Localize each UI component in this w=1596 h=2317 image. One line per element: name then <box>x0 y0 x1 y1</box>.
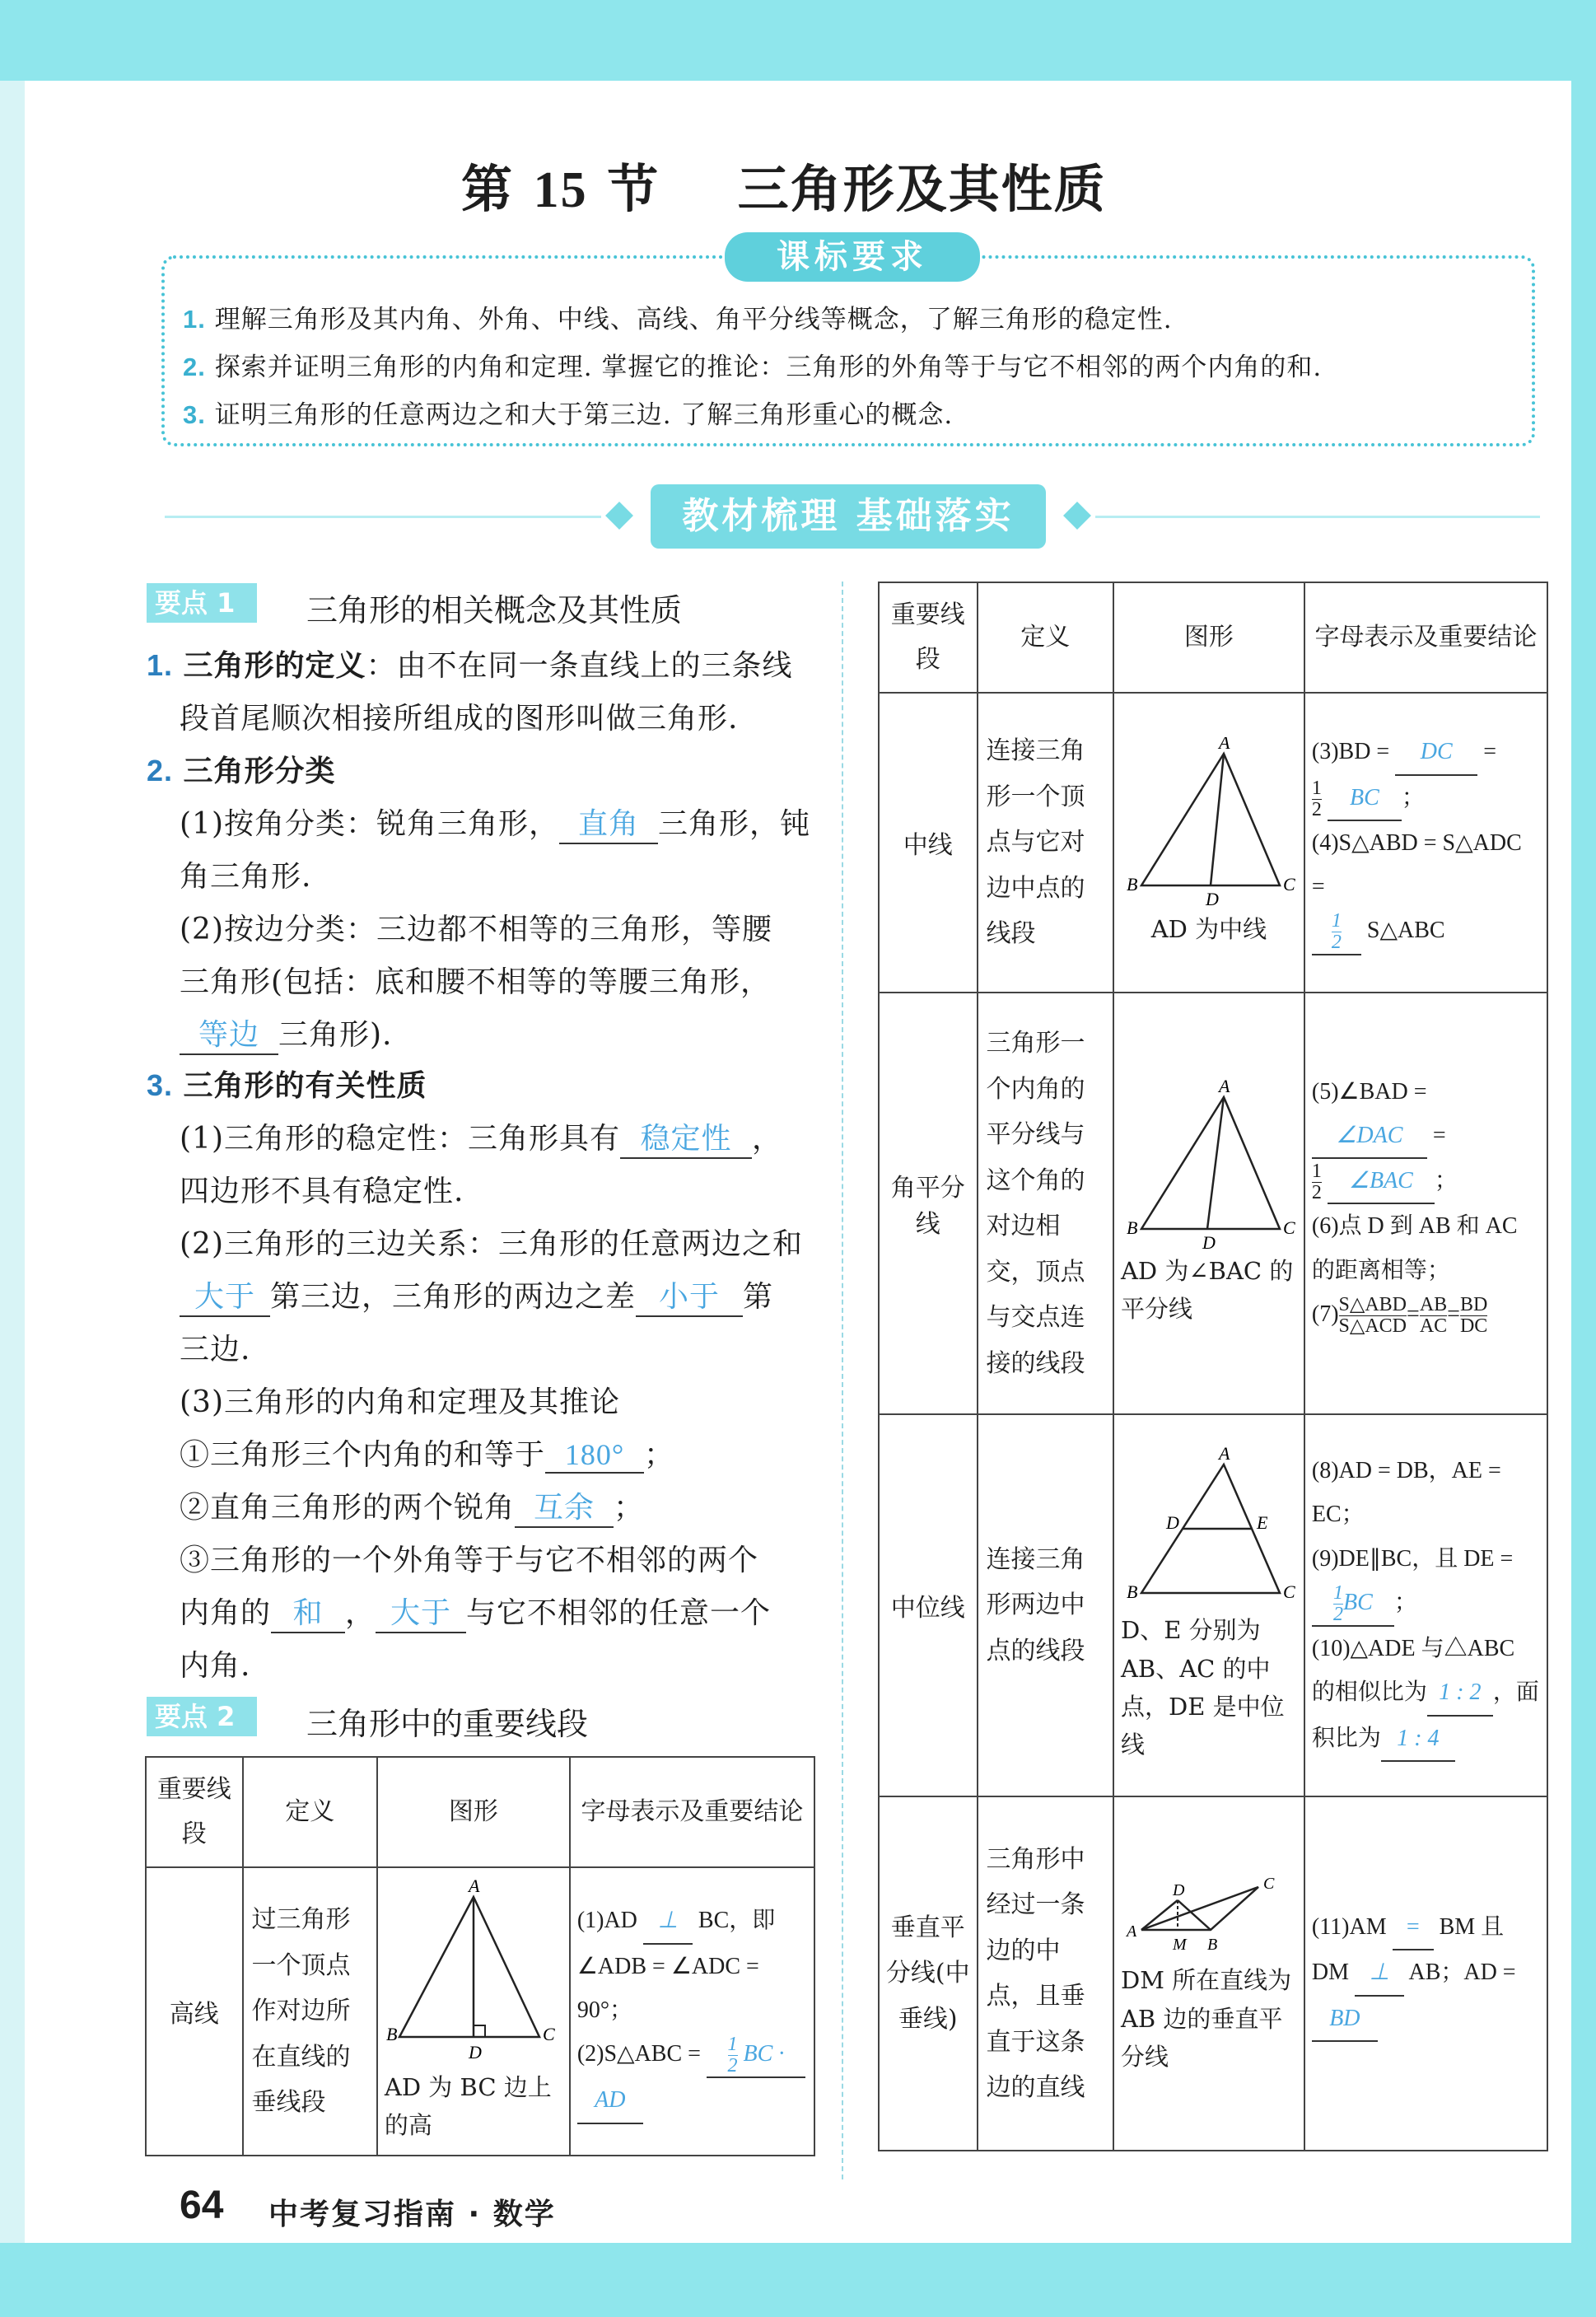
segment-ad <box>1141 1900 1178 1930</box>
triangle-abc <box>1141 1887 1258 1930</box>
keypoint-title: 三角形的相关概念及其性质 <box>306 592 683 628</box>
text: 与它不相邻的任意一个 <box>466 1596 772 1630</box>
label-d: D <box>1202 1231 1216 1252</box>
conclusion-line: (8)AD = DB，AE = EC； <box>1311 1458 1501 1528</box>
midline-figure <box>1114 1446 1304 1764</box>
answer-blank: 小于 <box>636 1273 743 1317</box>
item-number: 3. <box>147 1068 174 1102</box>
page-title <box>461 148 1202 222</box>
fraction <box>1332 911 1342 953</box>
answer-blank: ∠DAC <box>1312 1114 1427 1159</box>
label-c: C <box>1282 873 1295 895</box>
answer-blank: 等边 <box>180 1011 278 1055</box>
numerator: 1 <box>727 2033 738 2055</box>
properties-heading <box>147 1063 427 1105</box>
numerator: 1 <box>1331 910 1342 932</box>
perp-figure <box>1114 1871 1304 2076</box>
conclusion-line <box>1312 1950 1540 1996</box>
answer-text: BC · <box>743 2041 785 2067</box>
label-a: A <box>1218 736 1230 753</box>
header-figure: 图形 <box>377 1757 570 1867</box>
header-definition: 定义 <box>243 1757 377 1867</box>
text: = <box>1432 1123 1446 1149</box>
page-number: 64 <box>180 2184 224 2227</box>
text: = <box>1483 739 1497 765</box>
text: ； <box>1393 1589 1417 1615</box>
label-a: A <box>1218 1078 1230 1096</box>
label-a: A <box>1218 1446 1230 1464</box>
standard-item <box>183 394 953 431</box>
denominator: 2 <box>1311 1182 1322 1204</box>
denominator: 2 <box>1311 798 1322 820</box>
row-conclusion <box>1304 1796 1547 2151</box>
denominator: 2 <box>1332 1603 1343 1625</box>
row-definition: 三角形中经过一条边的中点，且垂直于这条边的直线 <box>978 1796 1113 2151</box>
label-c: C <box>1262 1875 1275 1894</box>
triangle-abc <box>399 1897 539 2037</box>
classification-heading <box>147 748 336 790</box>
label-b: B <box>1126 873 1138 895</box>
answer-blank: AD <box>577 2078 643 2123</box>
denominator: 2 <box>1331 932 1342 954</box>
answer-blank: ⊥ <box>1355 1950 1404 1996</box>
fraction <box>1333 1583 1343 1625</box>
figure-caption: AD 为 BC 边上的高 <box>384 2072 552 2139</box>
label-m: M <box>1172 1936 1187 1955</box>
conclusion-line <box>1312 1581 1540 1627</box>
text: ； <box>1401 784 1425 810</box>
text: 三角形，钝 <box>658 807 811 841</box>
triangle-abc <box>1141 754 1280 885</box>
answer-blank: 1 : 4 <box>1381 1717 1455 1762</box>
figure-caption: AD 为中线 <box>1150 914 1267 943</box>
row-definition: 过三角形一个顶点作对边所在直线的垂线段 <box>243 1867 377 2156</box>
item-number: 2. <box>147 754 174 787</box>
conclusion-line <box>1312 1997 1540 2042</box>
text-line: (2)按边分类：三边都不相等的三角形，等腰 <box>180 913 772 946</box>
segments-table <box>878 582 1548 2151</box>
page-frame-bottom <box>0 2243 1596 2317</box>
text: ，面积比为 <box>1311 1679 1539 1751</box>
row-name: 中位线 <box>879 1414 978 1796</box>
standard-text: 证明三角形的任意两边之和大于第三边. 了解三角形重心的概念. <box>214 400 954 430</box>
text-line: 内角. <box>180 1649 251 1683</box>
text-line <box>180 1484 644 1528</box>
text-line: (3)三角形的内角和定理及其推论 <box>180 1385 620 1419</box>
header-segment: 重要线段 <box>879 582 978 693</box>
text: 第三边，三角形的两边之差 <box>270 1280 637 1314</box>
title-section: 第 <box>461 159 515 219</box>
text: (1)按角分类：锐角三角形， <box>180 807 559 841</box>
text: ， <box>752 1122 783 1156</box>
item-heading: 三角形的定义 <box>183 649 366 683</box>
conclusion-line: (5)∠BAD = <box>1311 1078 1427 1105</box>
answer-blank: 直角 <box>559 801 658 844</box>
column-divider <box>842 582 843 2179</box>
text: (2)S△ABC = <box>576 2041 701 2067</box>
title-text: 三角形及其性质 <box>737 159 1107 219</box>
text: ， <box>345 1596 376 1630</box>
text: ①三角形三个内角的和等于 <box>180 1438 546 1472</box>
definition-line <box>147 642 793 684</box>
label-a: A <box>1126 1922 1137 1941</box>
conclusion-line <box>577 2032 807 2078</box>
header-figure: 图形 <box>1113 582 1304 693</box>
label-d: D <box>468 2041 482 2062</box>
fraction <box>1312 778 1322 820</box>
title-number: 15 <box>533 162 588 218</box>
page-frame-right <box>1571 0 1596 2317</box>
text: (1)三角形的稳定性：三角形具有 <box>180 1122 620 1156</box>
text-line <box>180 1273 773 1317</box>
bisector-line <box>1207 1097 1224 1229</box>
label-d: D <box>1165 1512 1179 1534</box>
text: ②直角三角形的两个锐角 <box>180 1491 516 1525</box>
text: (11)AM <box>1311 1914 1387 1941</box>
answer-blank: DC <box>1395 730 1477 775</box>
conclusion-line: 90°； <box>576 1997 633 2023</box>
title-unit: 节 <box>607 159 660 219</box>
altitude-table <box>145 1756 815 2156</box>
text: (7) <box>1311 1301 1339 1327</box>
text: ； <box>644 1438 675 1472</box>
standard-text: 理解三角形及其内角、外角、中线、高线、角平分线等概念，了解三角形的稳定性. <box>214 305 1173 334</box>
row-figure <box>1113 1796 1304 2151</box>
figure-caption: AD 为∠BAC 的平分线 <box>1120 1256 1294 1323</box>
right-angle-mark <box>474 2025 485 2037</box>
row-figure <box>377 1867 570 2156</box>
book-title: 中考复习指南 · 数学 <box>268 2198 556 2231</box>
row-conclusion <box>1304 693 1547 993</box>
text: 第 <box>743 1280 774 1314</box>
text: BC，即 <box>698 1908 776 1934</box>
definition-line: 段首尾顺次相接所组成的图形叫做三角形. <box>180 702 739 736</box>
answer-blank <box>1312 1581 1394 1627</box>
fraction <box>1339 1295 1407 1337</box>
row-definition: 三角形一个内角的平分线与这个角的对边相交，顶点与交点连接的线段 <box>978 993 1113 1414</box>
standards-ribbon: 课标要求 <box>725 232 980 282</box>
label-b: B <box>1206 1936 1218 1955</box>
text-line <box>180 801 810 844</box>
label-c: C <box>1282 1217 1295 1238</box>
text-line <box>180 1011 393 1055</box>
altitude-diagram <box>383 1879 564 2068</box>
text-line: ③三角形的一个外角等于与它不相邻的两个 <box>180 1544 759 1577</box>
numerator: AB <box>1419 1293 1448 1315</box>
conclusion-line <box>577 2078 807 2123</box>
numerator: 1 <box>1311 1161 1322 1183</box>
conclusion-line <box>1312 1114 1540 1159</box>
text-line: (2)三角形的三边关系：三角形的任意两边之和 <box>180 1227 803 1261</box>
text-line <box>180 1590 771 1633</box>
answer-blank: 稳定性 <box>620 1115 752 1159</box>
conclusion-line: ∠ADB = ∠ADC = <box>576 1953 759 1979</box>
header-conclusion: 字母表示及重要结论 <box>1304 582 1547 693</box>
text-line: 四边形不具有稳定性. <box>180 1175 464 1208</box>
header-definition: 定义 <box>978 582 1113 693</box>
denominator: AC <box>1419 1315 1448 1337</box>
text: ； <box>1434 1168 1458 1194</box>
row-name: 高线 <box>146 1867 243 2156</box>
conclusion-line <box>1312 730 1540 775</box>
numerator: 1 <box>1332 1581 1343 1604</box>
text: 内角的 <box>180 1596 272 1630</box>
keypoint-tag: 要点 2 <box>147 1697 257 1736</box>
text-line: 三角形(包括：底和腰不相等的等腰三角形， <box>180 965 772 999</box>
label-c: C <box>1282 1581 1295 1603</box>
answer-blank: 和 <box>271 1590 345 1633</box>
text: ； <box>614 1491 645 1525</box>
answer-blank: ⊥ <box>643 1899 693 1944</box>
row-definition: 连接三角形一个顶点与它对边中点的线段 <box>978 693 1113 993</box>
conclusion-line <box>1312 909 1540 955</box>
conclusion-line <box>1312 1905 1540 1950</box>
label-a: A <box>468 1878 480 1896</box>
standard-number: 1. <box>183 305 206 334</box>
row-conclusion <box>1304 1414 1547 1796</box>
altitude-figure <box>378 1879 569 2145</box>
answer-blank: 1 : 2 <box>1427 1670 1493 1716</box>
conclusion-line <box>1312 776 1540 821</box>
figure-caption: DM 所在直线为 AB 边的垂直平分线 <box>1120 1966 1292 2072</box>
answer-blank <box>1312 909 1361 955</box>
perp-diagram <box>1118 1871 1300 1961</box>
conclusion-line <box>577 1899 807 1944</box>
page-edge-left <box>0 0 25 2317</box>
row-name: 中线 <box>879 693 978 993</box>
numerator: 1 <box>1311 777 1322 799</box>
answer-blank: BC <box>1328 776 1402 821</box>
fraction <box>1460 1295 1487 1337</box>
row-figure <box>1113 693 1304 993</box>
banner-rule-left <box>165 516 601 518</box>
median-diagram <box>1118 737 1300 910</box>
fraction <box>1420 1295 1447 1337</box>
answer-blank: 大于 <box>376 1590 466 1633</box>
text: AB；AD = <box>1408 1960 1516 1986</box>
text: (10)△ADE 与△ABC 的相似比为 <box>1311 1636 1515 1706</box>
text: S△ABC <box>1366 918 1445 944</box>
numerator: BD <box>1459 1293 1488 1315</box>
text: 三角形). <box>278 1018 393 1052</box>
label-b: B <box>1126 1581 1138 1603</box>
standard-item <box>183 346 1322 383</box>
figure-caption: D、E 分别为 AB、AC 的中点，DE 是中位线 <box>1120 1616 1285 1759</box>
standard-item <box>183 298 1173 335</box>
text-line <box>180 1115 782 1159</box>
label-e: E <box>1256 1512 1268 1534</box>
text-line <box>180 1432 674 1474</box>
conclusion-line: (7) $\frac{\text{S△ABD}}{\text{S△ACD}}$ = $\frac{AB}{AC}$ = $\frac{BD}{DC}$ <box>1311 1293 1488 1337</box>
text: BM 且 <box>1439 1914 1505 1941</box>
denominator: DC <box>1459 1315 1488 1337</box>
section-banner: 教材梳理 基础落实 <box>651 484 1046 549</box>
bisector-diagram <box>1118 1079 1300 1252</box>
standard-text: 探索并证明三角形的内角和定理. 掌握它的推论：三角形的外角等于与它不相邻的两个内角的和. <box>214 353 1323 382</box>
answer-blank: 180° <box>545 1437 644 1474</box>
numerator: S△ABD <box>1338 1293 1407 1315</box>
item-number: 1. <box>147 648 174 682</box>
median-figure <box>1114 737 1304 948</box>
fraction <box>728 2034 738 2076</box>
row-figure <box>1113 993 1304 1414</box>
text-line: 三边. <box>180 1333 251 1366</box>
label-b: B <box>1126 1217 1138 1238</box>
denominator: S△ACD <box>1338 1315 1407 1337</box>
page-frame-top <box>0 0 1596 81</box>
answer-text: BC <box>1342 1589 1373 1615</box>
item-heading: 三角形的有关性质 <box>183 1069 427 1103</box>
keypoint-title: 三角形中的重要线段 <box>306 1706 589 1742</box>
denominator: 2 <box>727 2055 738 2077</box>
label-d: D <box>1172 1881 1185 1900</box>
text-line: 角三角形. <box>180 860 312 894</box>
answer-blank: ∠BAC <box>1328 1159 1435 1204</box>
text: DM <box>1311 1960 1349 1986</box>
label-b: B <box>385 2023 398 2044</box>
text: (3)BD = <box>1311 739 1390 765</box>
fraction <box>1312 1161 1322 1203</box>
keypoint-tag: 要点 1 <box>147 583 257 623</box>
conclusion-line <box>1312 1627 1540 1762</box>
answer-blank <box>707 2032 805 2078</box>
standard-number: 2. <box>183 353 206 381</box>
conclusion-line: (4)S△ABD = S△ADC = <box>1311 829 1522 900</box>
item-heading: 三角形分类 <box>183 754 336 788</box>
row-name: 垂直平分线(中垂线) <box>879 1796 978 2151</box>
bisector-figure <box>1114 1079 1304 1329</box>
text: (1)AD <box>576 1908 637 1934</box>
answer-blank: BD <box>1312 1997 1378 2042</box>
standard-number: 3. <box>183 400 206 429</box>
label-d: D <box>1205 888 1219 909</box>
conclusion-line: (9)DE∥BC，且 DE = <box>1311 1545 1514 1572</box>
label-c: C <box>542 2023 555 2044</box>
conclusion-line: (6)点 D 到 AB 和 AC 的距离相等； <box>1311 1213 1518 1283</box>
text: ：由不在同一条直线上的三条线 <box>366 649 793 683</box>
answer-blank: 大于 <box>180 1273 270 1317</box>
answer-blank: = <box>1393 1905 1434 1950</box>
row-definition: 连接三角形两边中点的线段 <box>978 1414 1113 1796</box>
row-conclusion <box>570 1867 814 2156</box>
midline-diagram <box>1118 1446 1300 1611</box>
row-conclusion <box>1304 993 1547 1414</box>
conclusion-line <box>1312 1159 1540 1204</box>
banner-rule-right <box>1095 516 1540 518</box>
header-segment: 重要线段 <box>146 1757 243 1867</box>
row-name: 角平分线 <box>879 993 978 1414</box>
answer-blank: 互余 <box>515 1484 614 1528</box>
header-conclusion: 字母表示及重要结论 <box>570 1757 814 1867</box>
row-figure <box>1113 1414 1304 1796</box>
